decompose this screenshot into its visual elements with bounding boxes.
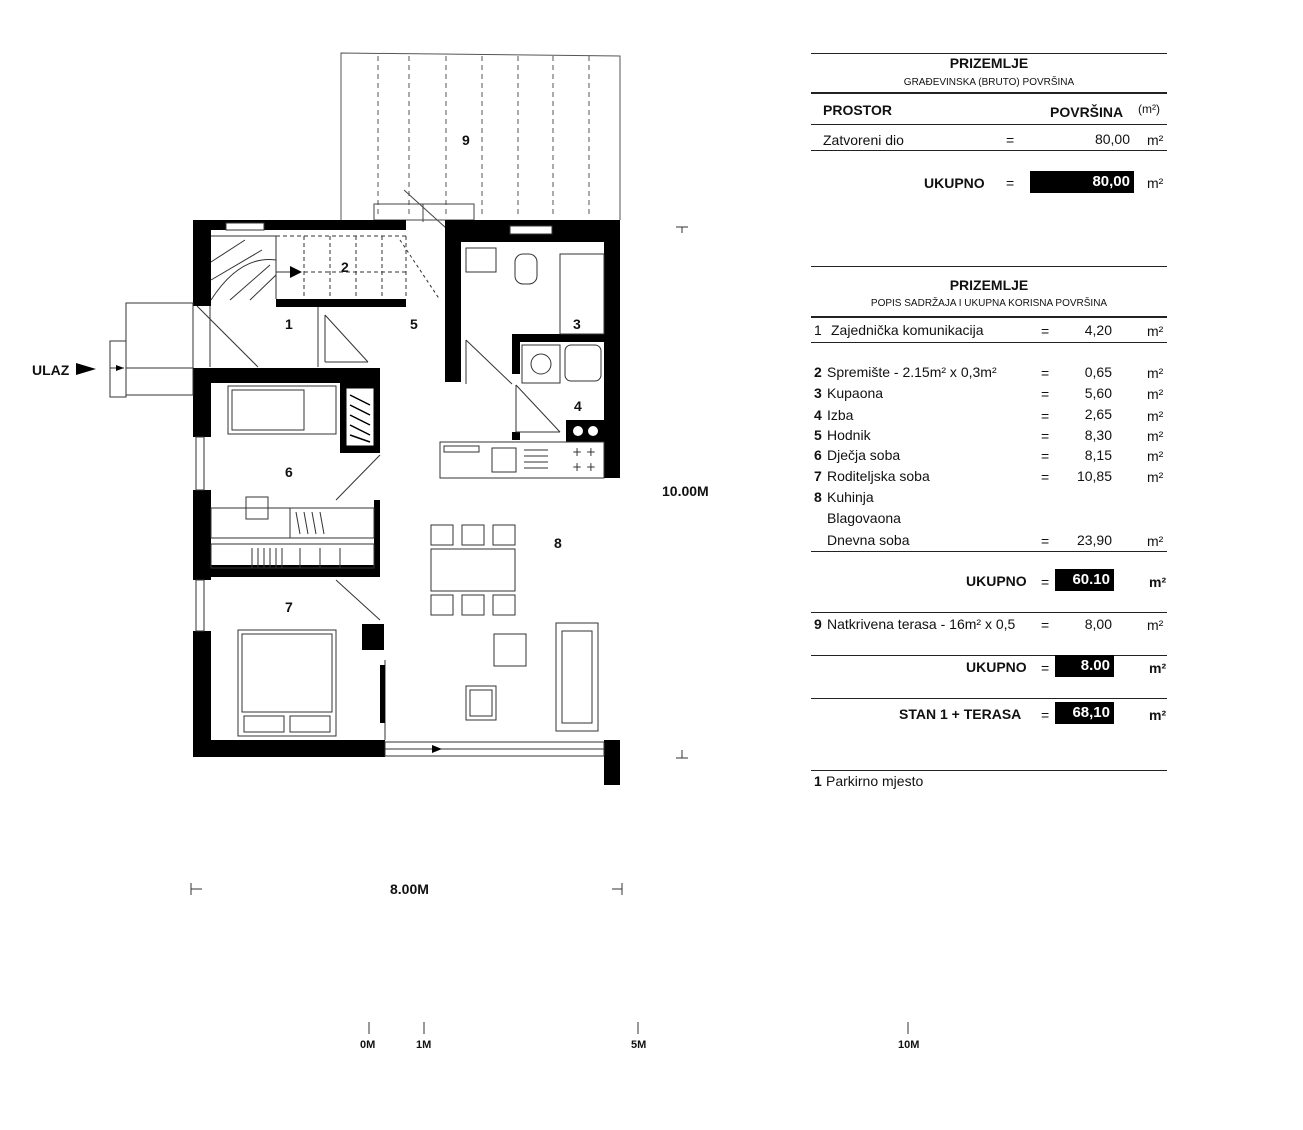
- net-terrace-value: 8,00: [1084, 616, 1112, 632]
- room-number-8: 8: [554, 535, 562, 551]
- net-total1-label: UKUPNO: [966, 573, 1027, 589]
- net-row-eq: =: [1041, 428, 1050, 444]
- scale-label-5: 5M: [631, 1039, 647, 1051]
- terrace-area: [341, 53, 620, 228]
- net-row-label: Spremište - 2.15m² x 0,3m²: [827, 364, 997, 380]
- net-title: PRIZEMLJE: [949, 277, 1029, 293]
- net-row-eq: =: [1041, 323, 1050, 339]
- net-total1-unit: m²: [1149, 574, 1167, 590]
- svg-text:+ +: + +: [572, 460, 596, 474]
- room-number-3: 3: [573, 316, 581, 332]
- net-row-num: 4: [814, 407, 822, 423]
- room-number-7: 7: [285, 599, 293, 615]
- gross-row-eq: =: [1006, 132, 1015, 148]
- net-row-label: Izba: [827, 407, 854, 423]
- gross-subtitle: GRAĐEVINSKA (BRUTO) POVRŠINA: [903, 77, 1075, 88]
- room-number-4: 4: [574, 398, 582, 414]
- staircase: [211, 236, 440, 300]
- gross-row-value: 80,00: [1094, 131, 1130, 147]
- net-row-num: 7: [814, 468, 822, 484]
- net-row-num: 1: [814, 322, 822, 338]
- net-parking-label: Parkirno mjesto: [826, 773, 924, 789]
- dining-set: [431, 525, 598, 731]
- net-row-unit: m²: [1147, 365, 1164, 381]
- net-row-num: 6: [814, 447, 822, 463]
- gross-total-eq: =: [1006, 175, 1015, 191]
- room-number-6: 6: [285, 464, 293, 480]
- scale-label-1: 1M: [416, 1039, 432, 1051]
- net-row-unit: m²: [1147, 469, 1164, 485]
- svg-text:+ +: + +: [572, 445, 596, 459]
- net-total1-value: 60.10: [1055, 569, 1114, 591]
- net-row-eq: =: [1041, 408, 1050, 424]
- gross-total-value: 80,00: [1030, 171, 1134, 193]
- net-row-unit: m²: [1147, 323, 1164, 339]
- net-row-label: Hodnik: [827, 427, 871, 443]
- net-row-num: 8: [814, 489, 822, 505]
- net-row-num: 3: [814, 385, 822, 401]
- net-row-label: Kupaona: [827, 385, 884, 401]
- net-row-value: 4,20: [1084, 322, 1112, 338]
- net-terrace-num: 9: [814, 616, 822, 632]
- net-row-eq: =: [1041, 533, 1050, 549]
- kitchen-counter: [440, 442, 604, 478]
- net-row-eq: =: [1041, 365, 1050, 381]
- net-row-value: 23,90: [1076, 532, 1112, 548]
- net-subtitle: POPIS SADRŽAJA I UKUPNA KORISNA POVRŠINA: [870, 298, 1108, 309]
- net-total2-value: 8.00: [1055, 655, 1114, 677]
- net-total3-unit: m²: [1149, 707, 1167, 723]
- net-row-label: Dječja soba: [827, 447, 901, 463]
- net-row-value: 5,60: [1084, 385, 1112, 401]
- room-number-2: 2: [341, 259, 349, 275]
- dimension-width: 8.00M: [390, 881, 429, 897]
- gross-col-area: POVRŠINA: [1050, 104, 1124, 120]
- net-row-eq: =: [1041, 386, 1050, 402]
- net-row-label: Kuhinja: [827, 489, 874, 505]
- net-row-unit: m²: [1147, 448, 1164, 464]
- net-row-eq: =: [1041, 448, 1050, 464]
- bathroom-fixtures: [466, 248, 604, 384]
- gross-col-space: PROSTOR: [823, 102, 892, 118]
- gross-total-unit: m²: [1147, 175, 1164, 191]
- room-number-5: 5: [410, 316, 418, 332]
- dimension-height: 10.00M: [662, 483, 709, 499]
- net-parking-num: 1: [814, 773, 822, 789]
- net-total2-label: UKUPNO: [966, 659, 1027, 675]
- net-row-unit: m²: [1147, 533, 1164, 549]
- net-row-label: Blagovaona: [827, 510, 901, 526]
- net-row-label: Roditeljska soba: [827, 468, 930, 484]
- gross-row-label: Zatvoreni dio: [823, 132, 904, 148]
- net-terrace-eq: =: [1041, 617, 1050, 633]
- gross-total-label: UKUPNO: [924, 175, 985, 191]
- net-row-num: 2: [814, 364, 822, 380]
- net-row-value: 2,65: [1084, 406, 1112, 422]
- gross-col-unit: (m²): [1138, 102, 1160, 116]
- net-row-label: Zajednička komunikacija: [831, 322, 984, 338]
- net-terrace-unit: m²: [1147, 617, 1164, 633]
- scale-label-0: 0M: [360, 1039, 376, 1051]
- net-total3-value: 68,10: [1055, 702, 1114, 724]
- net-terrace-label: Natkrivena terasa - 16m² x 0,5: [827, 616, 1016, 632]
- net-total2-unit: m²: [1149, 660, 1167, 676]
- net-row-label: Dnevna soba: [827, 532, 910, 548]
- gross-row-unit: m²: [1147, 132, 1164, 148]
- entrance-arrow-icon: [76, 363, 96, 375]
- net-row-value: 0,65: [1084, 364, 1112, 380]
- entrance-label: ULAZ: [32, 362, 70, 378]
- utility-room-fixtures: [516, 345, 601, 432]
- net-row-eq: =: [1041, 469, 1050, 485]
- net-row-unit: m²: [1147, 386, 1164, 402]
- room-number-9: 9: [462, 132, 470, 148]
- net-row-value: 8,30: [1084, 427, 1112, 443]
- net-row-value: 8,15: [1084, 447, 1112, 463]
- net-row-unit: m²: [1147, 428, 1164, 444]
- room-number-1: 1: [285, 316, 293, 332]
- net-row-value: 10,85: [1076, 468, 1112, 484]
- net-total3-eq: =: [1041, 707, 1050, 723]
- scale-label-10: 10M: [898, 1039, 920, 1051]
- net-total1-eq: =: [1041, 574, 1050, 590]
- net-row-unit: m²: [1147, 408, 1164, 424]
- net-row-num: 5: [814, 427, 822, 443]
- net-total2-eq: =: [1041, 660, 1050, 676]
- net-total3-label: STAN 1 + TERASA: [899, 706, 1022, 722]
- gross-title: PRIZEMLJE: [949, 55, 1029, 71]
